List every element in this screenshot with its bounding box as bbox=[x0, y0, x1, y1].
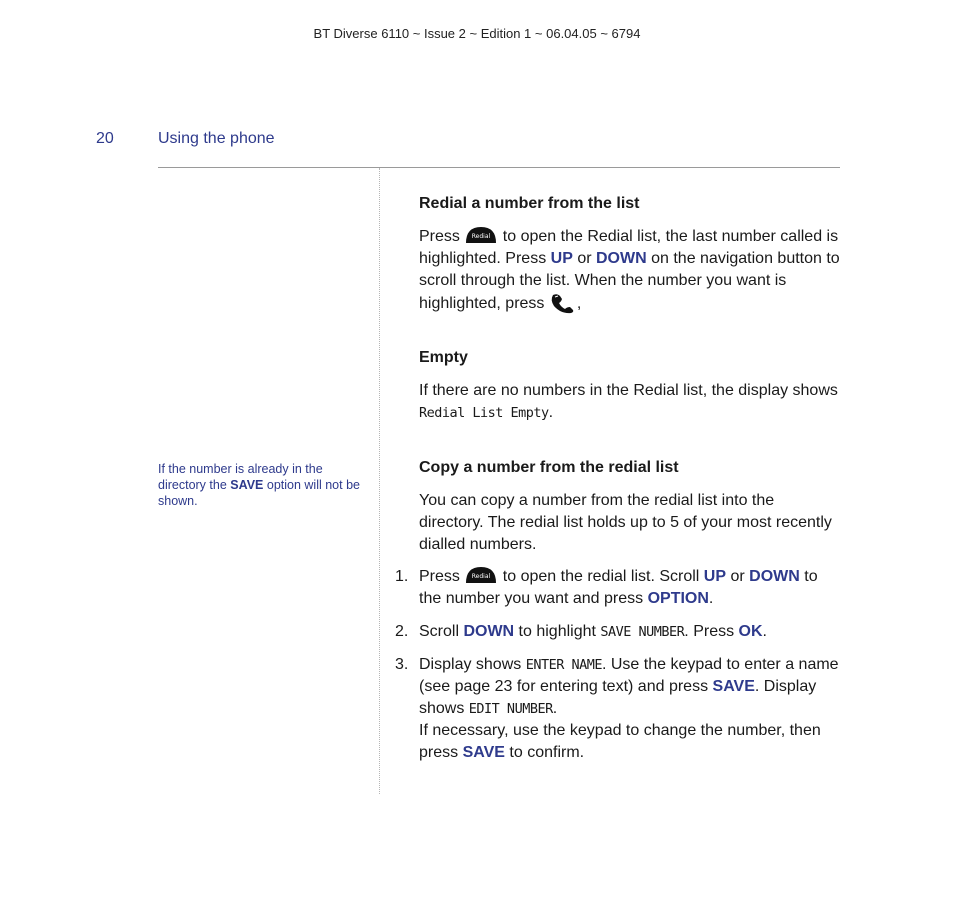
list-item: 2. Scroll DOWN to highlight SAVE NUMBER. Press OK. bbox=[395, 623, 767, 640]
document-reference: BT Diverse 6110 ~ Issue 2 ~ Edition 1 ~ 06.04.05 ~ 6794 bbox=[313, 26, 641, 41]
column-divider bbox=[379, 168, 381, 794]
list-item: 3. Display shows ENTER NAME. Use the keypad to enter a name (see page 23 for entering text) and press SAVE. Display shows EDIT NUMBER. If necessary, use the keypad to change the number, then press SAVE to confirm. bbox=[395, 656, 839, 761]
copy-steps-list bbox=[395, 566, 841, 764]
heading-empty: Empty bbox=[419, 349, 468, 366]
header-divider bbox=[158, 167, 840, 168]
main-content bbox=[395, 193, 841, 764]
talk-key-icon bbox=[549, 292, 577, 314]
display-text: SAVE NUMBER bbox=[600, 624, 685, 640]
heading-copy: Copy a number from the redial list bbox=[419, 459, 679, 476]
display-text: Redial List Empty bbox=[419, 405, 549, 421]
empty-paragraph: If there are no numbers in the Redial list, the display shows Redial List Empty. bbox=[419, 382, 838, 421]
redial-paragraph: Press Redial to open the Redial list, the last number called is highlighted. Press UP or DOWN on the navigation button to scroll through the list. When the number you want is highlighted, press , bbox=[419, 228, 840, 312]
sidenote: If the number is already in the directory the SAVE option will not be shown. bbox=[158, 462, 360, 508]
page-number: 20 bbox=[96, 130, 114, 147]
list-item: 1. Press Redial to open the redial list. Scroll UP or DOWN to the number you want and press OPTION. bbox=[395, 568, 818, 607]
save-keyword: SAVE bbox=[230, 478, 264, 492]
svg-text:Redial: Redial bbox=[472, 233, 491, 240]
svg-text:Redial: Redial bbox=[472, 573, 491, 580]
redial-key-icon bbox=[464, 226, 498, 244]
section-title: Using the phone bbox=[158, 130, 275, 147]
heading-redial: Redial a number from the list bbox=[419, 195, 640, 212]
redial-key-icon bbox=[464, 566, 498, 584]
display-text: ENTER NAME bbox=[525, 657, 602, 673]
display-text: EDIT NUMBER bbox=[468, 701, 553, 717]
copy-intro: You can copy a number from the redial list into the directory. The redial list holds up to 5 of your most recently dialled numbers. bbox=[419, 492, 832, 553]
